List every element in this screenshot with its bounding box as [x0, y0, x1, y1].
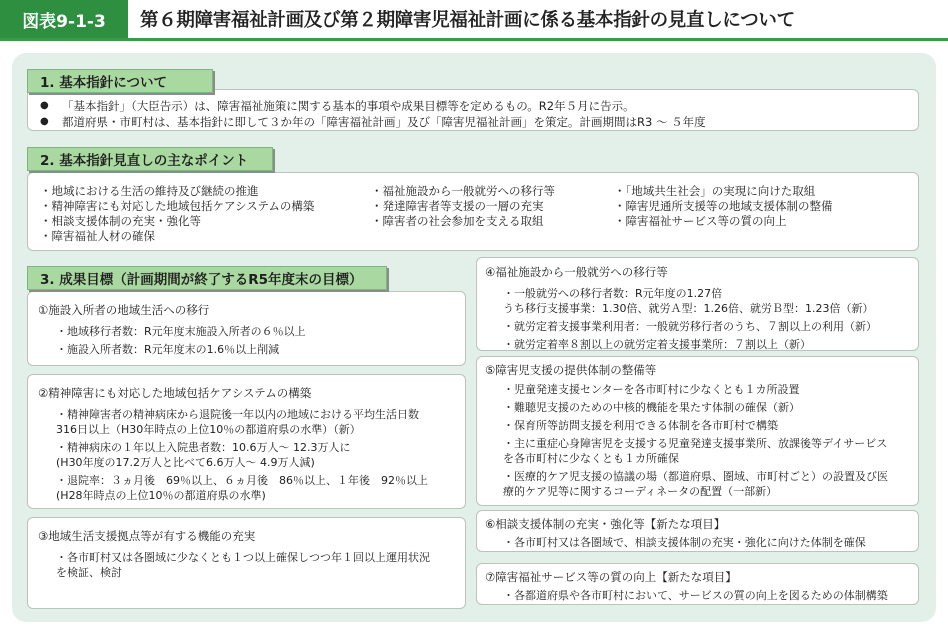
target-block-title: ③地域生活支援拠点等が有する機能の充実	[38, 529, 256, 543]
points-col1	[40, 184, 314, 244]
point-item: ・地域における生活の維持及び継続の推進	[40, 184, 259, 198]
section2-box	[27, 172, 919, 251]
section3-heading: 3. 成果目標（計画期間が終了するR5年度末の目標）	[27, 266, 387, 290]
target-item: ・就労定着支援事業利用者：一般就労移行者のうち、７割以上の利用（新）	[503, 320, 877, 333]
bullet-icon: ●	[40, 100, 49, 111]
target-block-6	[476, 510, 919, 552]
point-item: ・障害児通所支援等の地域支援体制の整備	[614, 199, 833, 213]
point-item: ・相談支援体制の充実・強化等	[40, 214, 201, 228]
target-block-title: ⑥相談支援体制の充実・強化等【新たな項目】	[485, 517, 726, 531]
target-block-1	[27, 291, 466, 366]
target-block-3	[27, 517, 466, 609]
target-block-title: ⑦障害福祉サービス等の質の向上【新たな項目】	[485, 570, 737, 584]
section2-heading: 2. 基本指針見直しの主なポイント	[27, 147, 273, 171]
target-block-2	[27, 374, 466, 509]
target-item: ・児童発達支援センターを各市町村に少なくとも１カ所設置	[503, 383, 800, 396]
target-item: ・医療的ケア児支援の協議の場（都道府県、圏域、市町村ごと）の設置及び医 療的ケア児等に関するコーディネータの配置（一部新）	[503, 470, 888, 498]
target-block-title: ②精神障害にも対応した地域包括ケアシステムの構築	[38, 386, 312, 400]
target-item: ・各都道府県や各市町村において、サービスの質の向上を図るための体制構築	[503, 589, 888, 602]
point-item: ・障害福祉サービス等の質の向上	[614, 214, 787, 228]
target-item: ・各市町村又は各圏域で、相談支援体制の充実・強化に向けた体制を確保	[503, 536, 866, 549]
target-block-5	[476, 356, 919, 506]
target-item: ・精神病床の１年以上入院患者数：10.6万人～ 12.3万人に (H30年度の17.2万人と比べて6.6万人～ 4.9万人減)	[56, 441, 351, 469]
target-block-title: ①施設入所者の地域生活への移行	[38, 303, 210, 317]
point-item: ・精神障害にも対応した地域包括ケアシステムの構築	[40, 199, 315, 213]
point-item: ・「地域共生社会」の実現に向けた取組	[614, 184, 816, 198]
page-title: 第６期障害福祉計画及び第２期障害児福祉計画に係る基本指針の見直しについて	[140, 10, 795, 31]
target-item: ・施設入所者数：R元年度末の1.6％以上削減	[56, 343, 280, 356]
bullet-icon: ●	[40, 116, 49, 127]
target-item: ・難聴児支援のための中核的機能を果たす体制の確保（新）	[503, 401, 800, 414]
target-block-4	[476, 257, 919, 351]
point-item: ・障害者の社会参加を支える取組	[371, 214, 544, 228]
target-item: ・一般就労への移行者数：R元年度の1.27倍 うち移行支援事業：1.30倍、就労Ａ型：1.26倍、就労Ｂ型：1.23倍（新）	[503, 287, 874, 315]
target-block-title: ⑤障害児支援の提供体制の整備等	[485, 363, 657, 377]
section1-heading: 1. 基本指針について	[27, 69, 213, 93]
target-item: ・精神障害者の精神病床から退院後一年以内の地域における平均生活日数 316日以上（H30年時点の上位10％の都道府県の水準）（新）	[56, 408, 419, 436]
target-item: ・就労定着率８割以上の就労定着支援事業所：７割以上（新）	[503, 338, 811, 351]
point-item: ・福祉施設から一般就労への移行等	[371, 184, 555, 198]
figure-label: 図表9-1-3	[0, 0, 128, 38]
point-item: ・障害福祉人材の確保	[40, 229, 155, 243]
section1-box	[27, 89, 919, 131]
target-item: ・主に重症心身障害児を支援する児童発達支援事業所、放課後等デイサービス を各市町村に少なくとも１カ所確保	[503, 437, 888, 465]
points-col2	[371, 184, 555, 229]
section1-item: ● 「基本指針」（大臣告示）は、障害福祉施策に関する基本的事項や成果目標等を定めるもの。R2年５月に告示。	[40, 99, 635, 113]
target-block-title: ④福祉施設から一般就労への移行等	[485, 265, 668, 279]
target-item: ・地域移行者数：R元年度末施設入所者の６％以上	[56, 325, 306, 338]
target-block-7	[476, 563, 919, 605]
target-item: ・保育所等訪問支援を利用できる体制を各市町村で構築	[503, 419, 778, 432]
section1-item: ● 都道府県・市町村は、基本指針に即して３か年の「障害福祉計画」及び「障害児福祉計画」を策定。計画期間はR3 ～ ５年度	[40, 115, 706, 129]
point-item: ・発達障害者等支援の一層の充実	[371, 199, 544, 213]
target-item: ・退院率：３ヵ月後 69％以上、６ヵ月後 86％以上、１年後 92％以上 (H28年時点の上位10％の都道府県の水準)	[56, 474, 428, 502]
points-col3	[614, 184, 833, 229]
target-item: ・各市町村又は各圏域に少なくとも１つ以上確保しつつ年１回以上運用状況 を検証、検討	[56, 551, 430, 579]
